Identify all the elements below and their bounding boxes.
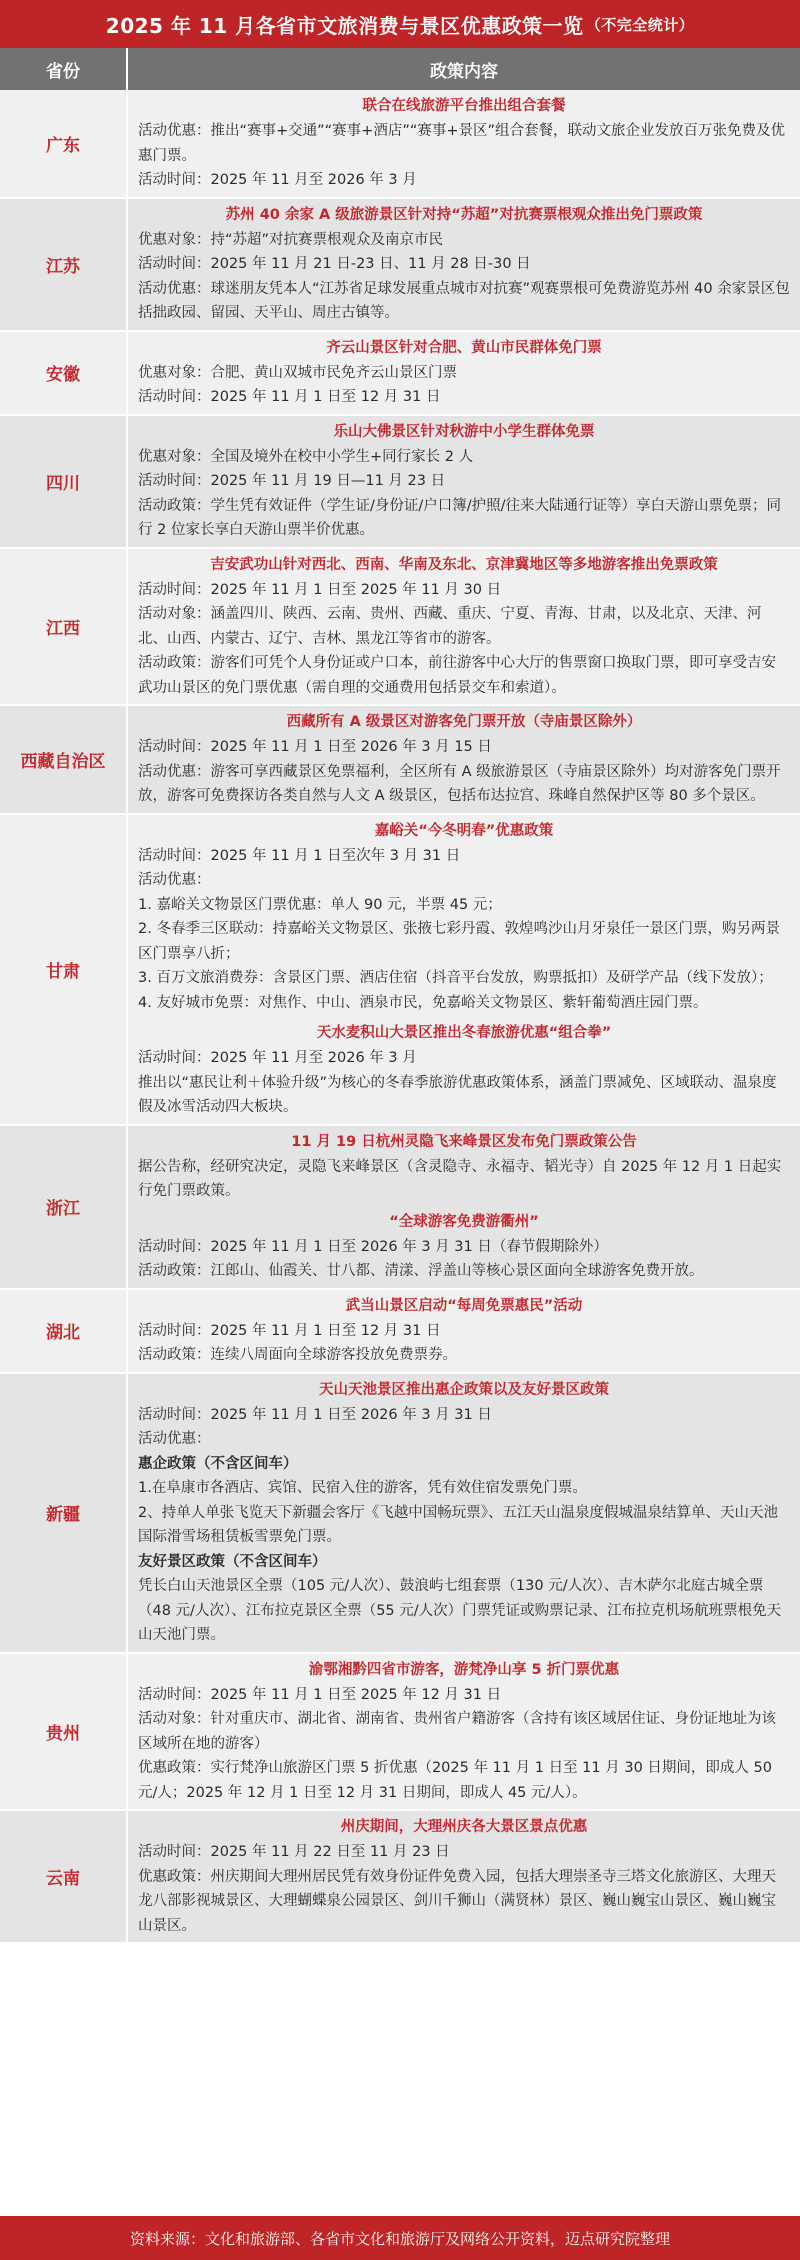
policy-title: 苏州 40 余家 A 级旅游景区针对持“苏超”对抗赛票根观众推出免门票政策 <box>225 206 703 223</box>
policy-line: 活动优惠：球迷朋友凭本人“江苏省足球发展重点城市对抗赛”观赛票根可免费游览苏州 40 余家景区包括拙政园、留园、天平山、周庄古镇等。 <box>138 280 790 321</box>
policy-cell <box>128 549 800 705</box>
policy-cell <box>128 90 800 197</box>
policy-line: 惠企政策（不含区间车） <box>138 1455 298 1472</box>
policy-line: 2. 冬春季三区联动：持嘉峪关文物景区、张掖七彩丹霞、敦煌鸣沙山月牙泉任一景区门票，购另两景区门票享八折； <box>138 921 780 962</box>
policy-line: 1.在阜康市各酒店、宾馆、民宿入住的游客，凭有效住宿发票免门票。 <box>138 1480 587 1496</box>
table-row <box>0 1374 800 1654</box>
column-header-province: 省份 <box>0 48 128 90</box>
table-row <box>0 332 800 416</box>
table-row <box>0 549 800 707</box>
policy-line: 优惠政策：州庆期间大理州居民凭有效身份证件免费入园，包括大理崇圣寺三塔文化旅游区、大理天龙八部影视城景区、大理蝴蝶泉公园景区、剑川千狮山（满贤林）景区、巍山巍宝山景区、巍山巍宝山景区。 <box>138 1868 776 1934</box>
policy-cell <box>128 1374 800 1652</box>
policy-cell <box>128 1126 800 1288</box>
table-row <box>0 815 800 1126</box>
province-cell: 四川 <box>0 416 128 547</box>
policy-cell <box>128 815 800 1124</box>
policy-line: 活动时间：2025 年 11 月 1 日至次年 3 月 31 日 <box>138 847 461 864</box>
policy-title: 齐云山景区针对合肥、黄山市民群体免门票 <box>326 339 602 356</box>
province-cell: 贵州 <box>0 1654 128 1810</box>
policy-line: 友好景区政策（不含区间车） <box>138 1553 327 1570</box>
policy-line: 优惠对象：全国及境外在校中小学生+同行家长 2 人 <box>138 448 474 465</box>
policy-title: 渝鄂湘黔四省市游客，游梵净山享 5 折门票优惠 <box>308 1661 620 1678</box>
title-note: （不完全统计） <box>585 15 695 34</box>
policy-line: 1. 嘉峪关文物景区门票优惠：单人 90 元，半票 45 元； <box>138 896 502 913</box>
policy-line: 活动时间：2025 年 11 月 1 日至 2025 年 11 月 30 日 <box>138 581 502 598</box>
table-header <box>0 48 800 90</box>
table-body <box>0 90 800 2216</box>
source-text: 资料来源：文化和旅游部、各省市文化和旅游厅及网络公开资料，迈点研究院整理 <box>129 2229 670 2248</box>
policy-line: 优惠对象：持“苏超”对抗赛票根观众及南京市民 <box>138 231 444 248</box>
province-cell: 甘肃 <box>0 815 128 1124</box>
table-row <box>0 1654 800 1812</box>
policy-line: 优惠对象：合肥、黄山双城市民免齐云山景区门票 <box>138 364 457 381</box>
table-row <box>0 1290 800 1374</box>
province-cell: 江苏 <box>0 199 128 330</box>
policy-title: 州庆期间，大理州庆各大景区景点优惠 <box>340 1819 588 1835</box>
province-cell: 新疆 <box>0 1374 128 1652</box>
province-cell: 湖北 <box>0 1290 128 1372</box>
policy-title: 天山天池景区推出惠企政策以及友好景区政策 <box>319 1381 609 1398</box>
policy-line: 活动优惠：游客可享西藏景区免票福利，全区所有 A 级旅游景区（寺庙景区除外）均对游客免门票开放，游客可免费探访各类自然与人文 A 级景区，包括布达拉宫、珠峰自然保护区等 80 多个景区。 <box>138 763 781 804</box>
policy-line: 活动时间：2025 年 11 月 1 日至 2026 年 3 月 31 日 <box>138 1406 492 1423</box>
policy-line: 活动时间：2025 年 11 月 1 日至 2026 年 3 月 15 日 <box>138 739 492 755</box>
province-cell: 西藏自治区 <box>0 706 128 813</box>
policy-title: “全球游客免费游衢州” <box>389 1213 539 1230</box>
policy-cell <box>128 1654 800 1810</box>
source-footer <box>0 2216 800 2260</box>
policy-line: 活动优惠：推出“赛事+交通”“赛事+酒店”“赛事+景区”组合套餐，联动文旅企业发放百万张免费及优惠门票。 <box>138 123 786 164</box>
policy-line: 活动时间：2025 年 11 月 22 日至 11 月 23 日 <box>138 1844 450 1860</box>
policy-title: 西藏所有 A 级景区对游客免门票开放（寺庙景区除外） <box>286 714 642 730</box>
policy-cell <box>128 416 800 547</box>
policy-line: 活动时间：2025 年 11 月至 2026 年 3 月 <box>138 1050 417 1066</box>
province-cell: 云南 <box>0 1811 128 1942</box>
policy-title: 联合在线旅游平台推出组合套餐 <box>362 98 566 114</box>
policy-line: 活动时间：2025 年 11 月 1 日至 12 月 31 日 <box>138 389 441 405</box>
policy-line: 优惠政策：实行梵净山旅游区门票 5 折优惠（2025 年 11 月 1 日至 11 月 30 日期间，即成人 50 元/人；2025 年 12 月 1 日至 12 月 31 日期间，即成人 45 元/人）。 <box>138 1760 772 1801</box>
policy-cell <box>128 199 800 330</box>
policy-line: 活动时间：2025 年 11 月 19 日—11 月 23 日 <box>138 473 446 489</box>
policy-cell <box>128 706 800 813</box>
policy-line: 活动对象：针对重庆市、湖北省、湖南省、贵州省户籍游客（含持有该区域居住证、身份证地址为该区域所在地的游客） <box>138 1711 776 1752</box>
table-row <box>0 199 800 332</box>
table-row <box>0 416 800 549</box>
policy-line: 据公告称，经研究决定，灵隐飞来峰景区（含灵隐寺、永福寺、韬光寺）自 2025 年 12 月 1 日起实行免门票政策。 <box>138 1158 782 1199</box>
policy-line: 活动政策：游客们可凭个人身份证或户口本，前往游客中心大厅的售票窗口换取门票，即可享受吉安武功山景区的免门票优惠（需自理的交通费用包括景交车和索道）。 <box>138 655 776 696</box>
title-text: 2025 年 11 月各省市文旅消费与景区优惠政策一览 <box>105 13 584 38</box>
policy-title: 11 月 19 日杭州灵隐飞来峰景区发布免门票政策公告 <box>291 1133 637 1150</box>
province-cell: 安徽 <box>0 332 128 414</box>
policy-cell <box>128 1811 800 1942</box>
policy-cell <box>128 332 800 414</box>
policy-line: 活动政策：学生凭有效证件（学生证/身份证/户口簿/护照/往来大陆通行证等）享白天游山票免票；同行 2 位家长享白天游山票半价优惠。 <box>138 497 782 538</box>
policy-line: 活动对象：涵盖四川、陕西、云南、贵州、西藏、重庆、宁夏、青海、甘肃，以及北京、天津、河北、山西、内蒙古、辽宁、吉林、黑龙江等省市的游客。 <box>138 606 762 647</box>
policy-line: 活动优惠： <box>138 1431 211 1447</box>
province-cell: 浙江 <box>0 1126 128 1288</box>
policy-line: 3. 百万文旅消费券：含景区门票、酒店住宿（抖音平台发放，购票抵扣）及研学产品（线下发放）； <box>138 970 773 986</box>
policy-line: 活动时间：2025 年 11 月 21 日-23 日、11 月 28 日-30 日 <box>138 256 531 272</box>
province-cell: 广东 <box>0 90 128 197</box>
policy-line: 活动政策：连续八周面向全球游客投放免费票券。 <box>138 1347 457 1363</box>
province-cell: 江西 <box>0 549 128 705</box>
policy-title: 武当山景区启动“每周免票惠民”活动 <box>345 1297 583 1314</box>
policy-line: 活动时间：2025 年 11 月至 2026 年 3 月 <box>138 172 417 188</box>
policy-line: 活动时间：2025 年 11 月 1 日至 12 月 31 日 <box>138 1322 441 1339</box>
table-row <box>0 1811 800 1944</box>
table-row <box>0 90 800 199</box>
policy-title: 吉安武功山针对西北、西南、华南及东北、京津冀地区等多地游客推出免票政策 <box>210 556 718 573</box>
policy-cell <box>128 1290 800 1372</box>
table-row <box>0 1126 800 1290</box>
policy-line: 凭长白山天池景区全票（105 元/人次）、鼓浪屿七组套票（130 元/人次）、吉木萨尔北庭古城全票（48 元/人次）、江布拉克景区全票（55 元/人次）门票凭证或购票记录、江布拉克机场航班票根免天山天池门票。 <box>138 1578 782 1643</box>
policy-line: 推出以“惠民让利＋体验升级”为核心的冬春季旅游优惠政策体系，涵盖门票减免、区域联动、温泉度假及冰雪活动四大板块。 <box>138 1074 777 1115</box>
page-title <box>0 0 800 48</box>
policy-title: 天水麦积山大景区推出冬春旅游优惠“组合拳” <box>316 1025 612 1041</box>
policy-line: 2、持单人单张飞览天下新疆会客厅《飞越中国畅玩票》、五江天山温泉度假城温泉结算单、天山天池国际滑雪场租赁板雪票免门票。 <box>138 1504 778 1545</box>
policy-line: 4. 友好城市免票：对焦作、中山、酒泉市民，免嘉峪关文物景区、紫轩葡萄酒庄园门票。 <box>138 994 708 1011</box>
policy-line: 活动时间：2025 年 11 月 1 日至 2025 年 12 月 31 日 <box>138 1686 502 1703</box>
policy-line: 活动时间：2025 年 11 月 1 日至 2026 年 3 月 31 日（春节假期除外） <box>138 1238 608 1255</box>
policy-title: 乐山大佛景区针对秋游中小学生群体免票 <box>333 423 595 440</box>
policy-line: 活动政策：江郎山、仙霞关、廿八都、清漾、浮盖山等核心景区面向全球游客免费开放。 <box>138 1263 704 1279</box>
policy-line: 活动优惠： <box>138 872 211 888</box>
table-row <box>0 706 800 815</box>
policy-title: 嘉峪关“今冬明春”优惠政策 <box>374 822 554 839</box>
column-header-content: 政策内容 <box>430 61 498 82</box>
